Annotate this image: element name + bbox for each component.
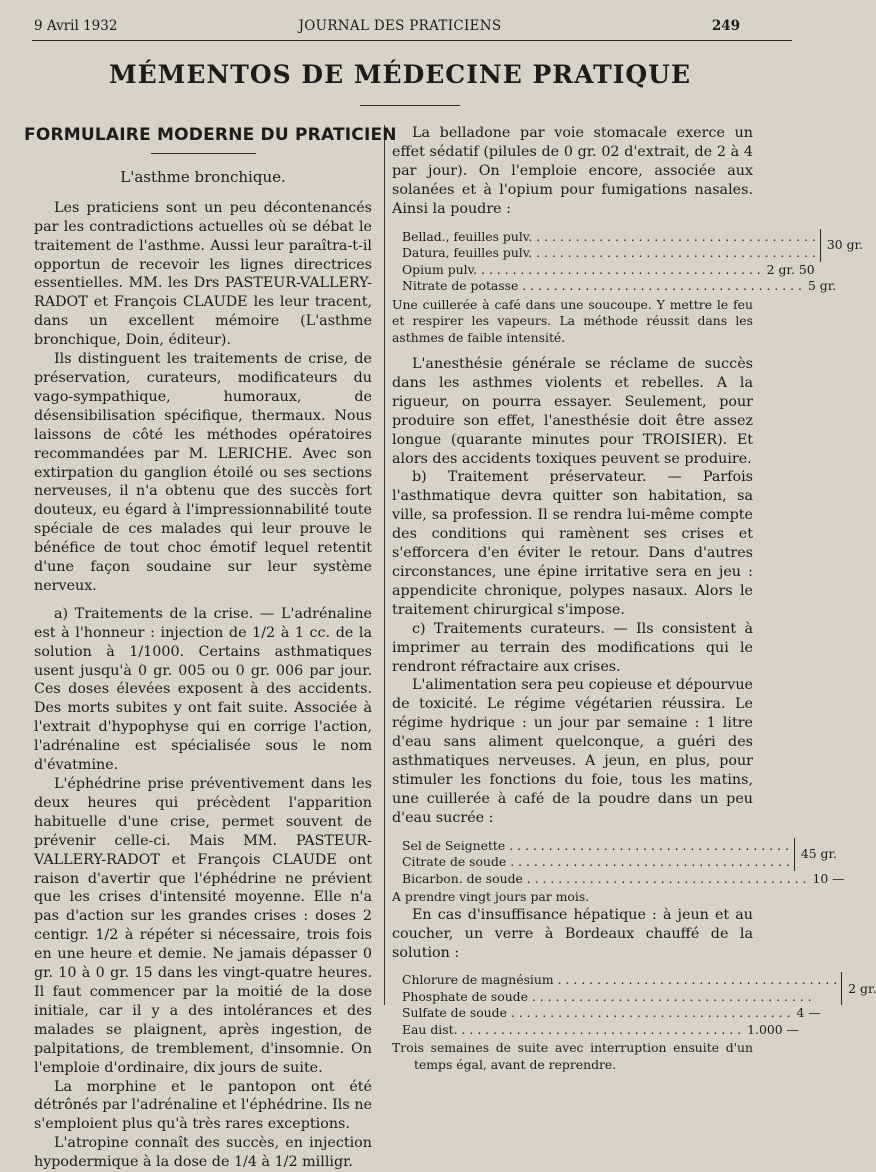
prescription-quantity: 1.000 — <box>747 1021 799 1037</box>
page-title: MÉMENTOS DE MÉDECINE PRATIQUE <box>108 60 692 89</box>
article-subtitle: L'asthme bronchique. <box>120 167 286 186</box>
prescription-note: A prendre vingt jours par mois. <box>392 889 590 905</box>
prescription-quantity: 4 — <box>796 1005 821 1021</box>
paragraph: En cas d'insuffisance hépatique : à jeun et au coucher, un verre à Bordeaux chauffé de la solution : <box>392 906 753 961</box>
paragraph: L'atropine connaît des succès, en injection hypodermique à la dose de 1/4 à 1/2 milligr. <box>34 1135 372 1171</box>
column-divider <box>384 125 385 1005</box>
prescription-quantity: 45 gr. <box>800 845 837 861</box>
paragraph: La belladone par voie stomacale exerce un effet sédatif (pilules de 0 gr. 02 d'extrait, de 2 à 4 par jour). On l'emploie encore, associée aux solanées et à l'opium pour fumigations nasales. Ainsi la poudre : <box>392 125 753 217</box>
prescription-item: Nitrate de potasse . . . <box>402 278 802 295</box>
paragraph: La morphine et le pantopon ont été détrônés par l'adrénaline et l'éphédrine. Ils ne s'emploient plus qu'à très rares exceptions. <box>34 1078 372 1133</box>
prescription-quantity: 2 gr. 50 <box>766 261 815 277</box>
paragraph: b) Traitement préservateur. — Parfois l'asthmatique devra quitter son habitation, sa ville, sa profession. Il se rendra lui-même compte des conditions qui ramènent ses crises et s'efforcera d'en éviter le retour. Dans d'autres circonstances, une épine irritative sera en jeu : appendicite chronique, polypes nasaux. Alors le traitement chirurgical s'impose. <box>392 469 753 618</box>
left-column <box>24 124 397 1172</box>
header-page-number: 249 <box>711 18 740 34</box>
prescription-note: Une cuillerée à café dans une soucoupe. Y mettre le feu et respirer les vapeurs. La méthode réussit dans les asthmes de faible intensité. <box>392 296 753 345</box>
prescription-item: Chlorure de magnésium . . . <box>402 972 837 989</box>
paragraph: L'alimentation sera peu copieuse et dépourvue de toxicité. Le régime végétarien réussira. Le régime hydrique : un jour par semaine : 1 litre d'eau sans aliment quelconque, a guéri des asthmatiques nerveuses. A jeun, en plus, pour stimuler les fonctions du foie, tous les matins, une cuillerée à café de la poudre dans un peu d'eau sucrée : <box>392 677 753 826</box>
prescription-quantity: 30 gr. <box>826 236 863 252</box>
prescription-2 <box>402 837 845 888</box>
title-rule <box>360 105 460 106</box>
section-rule <box>151 153 256 154</box>
prescription-item: Datura, feuilles pulv. . . . <box>402 245 816 262</box>
prescription-item: Bicarbon. de soude . . . <box>402 871 806 888</box>
prescription-quantity: 5 gr. <box>807 278 837 294</box>
prescription-1 <box>402 228 863 295</box>
prescription-item: Eau dist. . . . <box>402 1022 741 1039</box>
prescription-item: Sel de Seignette . . . <box>402 838 790 855</box>
prescription-item: Sulfate de soude . . . <box>402 1005 791 1022</box>
paragraph: c) Traitements curateurs. — Ils consistent à imprimer au terrain des modifications qui le rendront réfractaire aux crises. <box>392 620 753 675</box>
section-title: FORMULAIRE MODERNE DU PRATICIEN <box>24 125 397 145</box>
prescription-item: Bellad., feuilles pulv. . . . <box>402 229 816 246</box>
prescription-note: Trois semaines de suite avec interruption ensuite d'un temps égal, avant de reprendre. <box>392 1040 753 1072</box>
prescription-group <box>402 837 837 871</box>
prescription-quantity: 2 gr. <box>848 980 876 996</box>
right-column <box>392 124 876 1073</box>
paragraph: L'anesthésie générale se réclame de succès dans les asthmes violents et rebelles. A la rigueur, on pourra essayer. Seulement, pour produire son effet, l'anesthésie doit être assez longue (quarante minutes pour TROISIER). Et alors des accidents toxiques peuvent se produire. <box>392 356 753 467</box>
prescription-item: Citrate de soude . . . <box>402 854 790 871</box>
paragraph: Ils distinguent les traitements de crise, de préservation, curateurs, modificateurs du vago-sympathique, humoraux, de désensibilisation spécifique, thermaux. Nous laissons de côté les méthodes opératoires recommandées par M. LERICHE. Avec son extirpation du ganglion étoilé ou ses sections nerveuses, il n'a obtenu que des succès fort douteux, eu égard à l'impressionnabilité toute spéciale de ces malades qui leur prouve le bénéfice de tout choc émotif lequel retentit d'une façon soudaine sur leur système nerveux. <box>34 351 372 594</box>
paragraph: Les praticiens sont un peu décontenancés par les contradictions actuelles où se débat le traitement de l'asthme. Aussi leur paraîtra-t-il opportun de recevoir les lignes directrices essentielles. MM. les Drs PASTEUR-VALLERY-RADOT et François CLAUDE les leur tracent, dans un excellent mémoire (L'asthme bronchique, Doin, éditeur). <box>34 199 372 349</box>
prescription-quantity: 10 — <box>812 870 845 886</box>
prescription-3 <box>402 972 876 1038</box>
header-date: 9 Avril 1932 <box>34 18 118 34</box>
header-rule <box>32 40 792 41</box>
prescription-item: Opium pulv. . . . <box>402 262 761 279</box>
prescription-group <box>402 972 876 1005</box>
paragraph: L'éphédrine prise préventivement dans les deux heures qui précèdent l'apparition habituelle d'une crise, permet souvent de prévenir celle-ci. Mais MM. PASTEUR-VALLERY-RADOT et François CLAUDE ont raison d'avertir que l'éphédrine ne prévient que les crises d'intensité moyenne. Elle n'a pas d'action sur les grandes crises : doses 2 centigr. 1/2 à répéter si nécessaire, trois fois en une heure et demie. Ne jamais dépasser 0 gr. 10 à 0 gr. 15 dans les vingt-quatre heures. Il faut commencer par la moitié de la dose initiale, car il y a des intolérances et des malades se plaignent, après ingestion, de palpitations, de tremblement, d'insomnie. On l'emploie d'ordinaire, dix jours de suite. <box>34 776 372 1076</box>
prescription-group <box>402 228 863 262</box>
header-journal-name: JOURNAL DES PRATICIENS <box>298 18 502 34</box>
paragraph: a) Traitements de la crise. — L'adrénaline est à l'honneur : injection de 1/2 à 1 cc. de la solution à 1/1000. Certains asthmatiques usent jusqu'à 0 gr. 005 ou 0 gr. 006 par jour. Ces doses élevées exposent à des accidents. Des morts subites y ont fait suite. Associée à l'extrait d'hypophyse qui en corrige l'action, l'adrénaline est spécialisée sous le nom d'évatmine. <box>34 605 372 774</box>
prescription-item: Phosphate de soude . . . <box>402 989 837 1006</box>
